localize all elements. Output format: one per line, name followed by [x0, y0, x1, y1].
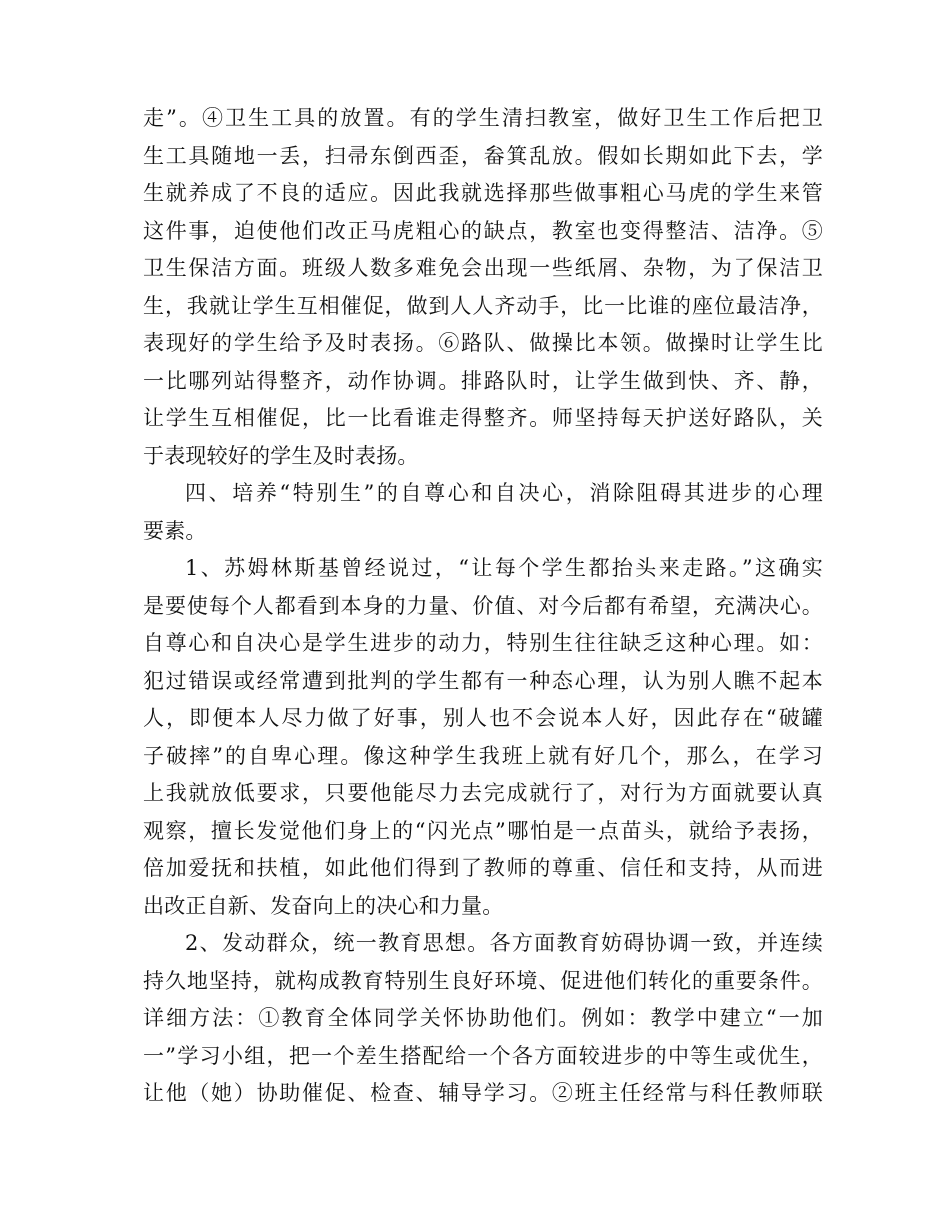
text-line: 出改正自新、发奋向上的决心和力量。 [143, 893, 504, 918]
text-line: 是要使每个人都看到本身的力量、价值、对今后都有希望，充满决心。 [143, 593, 823, 618]
text-line: 让学生互相催促，比一比看谁走得整齐。师坚持每天护送好路队，关 [143, 406, 823, 430]
text-line: 详细方法：①教育全体同学关怀协助他们。例如：教学中建立“一加 [143, 1006, 823, 1030]
text-line: 2、发动群众，统一教育思想。各方面教育妨碍协调一致，并连续 [185, 931, 823, 955]
text-line: 走”。④卫生工具的放置。有的学生清扫教室，做好卫生工作后把卫 [143, 106, 823, 130]
text-line: 1、苏姆林斯基曾经说过，“让每个学生都抬头来走路。”这确实 [185, 556, 823, 580]
body-text [143, 100, 823, 1113]
text-line: 让他（她）协助催促、检查、辅导学习。②班主任经常与科任教师联 [143, 1081, 823, 1105]
text-line: 人，即便本人尽力做了好事，别人也不会说本人好，因此存在“破罐 [143, 706, 823, 730]
text-line: 自尊心和自决心是学生进步的动力，特别生往往缺乏这种心理。如： [143, 631, 823, 655]
text-line: 犯过错误或经常遭到批判的学生都有一种态心理，认为别人瞧不起本 [143, 668, 823, 693]
text-line: 生，我就让学生互相催促，做到人人齐动手，比一比谁的座位最洁净， [143, 293, 823, 318]
text-line: 倍加爱抚和扶植，如此他们得到了教师的尊重、信任和支持，从而进 [143, 856, 823, 880]
text-line: 生就养成了不良的适应。因此我就选择那些做事粗心马虎的学生来管 [143, 181, 823, 205]
text-line: 持久地坚持，就构成教育特别生良好环境、促进他们转化的重要条件。 [143, 968, 823, 993]
section-heading-line: 四、培养“特别生”的自尊心和自决心，消除阻碍其进步的心理 [185, 481, 823, 505]
text-line: 于表现较好的学生及时表扬。 [143, 443, 419, 468]
text-line: 这件事，迫使他们改正马虎粗心的缺点，教室也变得整洁、洁净。⑤ [143, 218, 823, 243]
text-line: 卫生保洁方面。班级人数多难免会出现一些纸屑、杂物，为了保洁卫 [143, 256, 823, 280]
text-line: 观察，擅长发觉他们身上的“闪光点”哪怕是一点苗头，就给予表扬， [143, 818, 823, 843]
text-line: 生工具随地一丢，扫帚东倒西歪，畚箕乱放。假如长期如此下去，学 [143, 143, 823, 168]
text-line: 表现好的学生给予及时表扬。⑥路队、做操比本领。做操时让学生比 [143, 331, 823, 355]
text-line: 子破摔”的自卑心理。像这种学生我班上就有好几个，那么，在学习 [143, 743, 823, 768]
section-heading-line: 要素。 [143, 518, 207, 543]
text-line: 上我就放低要求，只要他能尽力去完成就行了，对行为方面就要认真 [143, 781, 823, 805]
text-line: 一”学习小组，把一个差生搭配给一个各方面较进步的中等生或优生， [143, 1043, 823, 1068]
text-line: 一比哪列站得整齐，动作协调。排路队时，让学生做到快、齐、静， [143, 368, 823, 393]
